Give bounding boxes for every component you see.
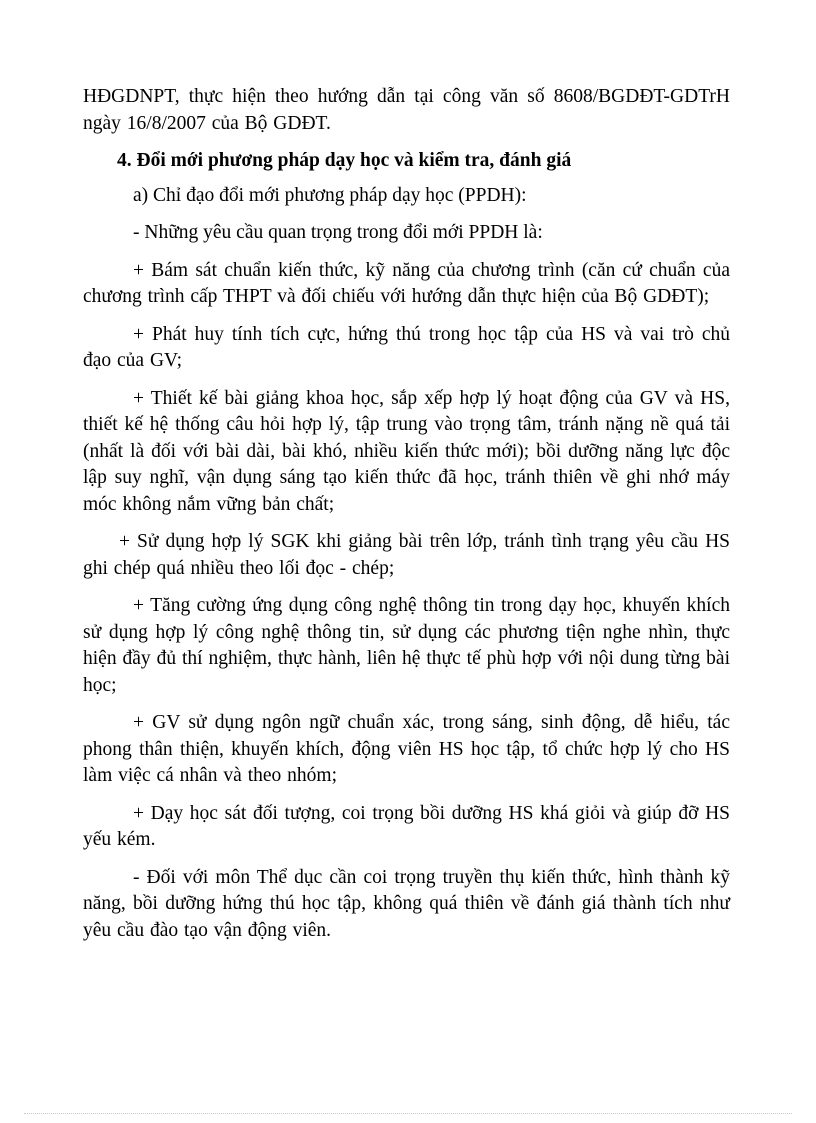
paragraph-intro: HĐGDNPT, thực hiện theo hướng dẫn tại công văn số 8608/BGDĐT-GDTrH ngày 16/8/2007 của Bộ GDĐT. xyxy=(83,86,730,134)
requirement-item: + Bám sát chuẩn kiến thức, kỹ năng của chương trình (căn cứ chuẩn của chương trình cấp THPT và đối chiếu với hướng dẫn thực hiện của Bộ GDĐT); xyxy=(83,259,730,307)
requirements-intro: - Những yêu cầu quan trọng trong đổi mới PPDH là: xyxy=(133,222,543,243)
requirement-item: + Tăng cường ứng dụng công nghệ thông tin trong dạy học, khuyến khích sử dụng hợp lý công nghệ thông tin, sử dụng các phương tiện nghe nhìn, thực hiện đầy đủ thí nghiệm, thực hành, liên hệ thực tế phù hợp với nội dung từng bài học; xyxy=(83,595,730,696)
subsection-a: a) Chỉ đạo đổi mới phương pháp dạy học (PPDH): xyxy=(133,184,527,206)
requirement-item: + Dạy học sát đối tượng, coi trọng bồi dưỡng HS khá giỏi và giúp đỡ HS yếu kém. xyxy=(83,802,730,850)
section-heading: 4. Đổi mới phương pháp dạy học và kiểm tra, đánh giá xyxy=(117,150,572,171)
page-bottom-divider xyxy=(24,1113,792,1114)
physical-education-note: - Đối với môn Thể dục cần coi trọng truyền thụ kiến thức, hình thành kỹ năng, bồi dưỡng hứng thú học tập, không quá thiên về đánh giá thành tích như yêu cầu đào tạo vận động viên. xyxy=(83,866,730,941)
document-page xyxy=(83,84,730,955)
requirement-item: + Phát huy tính tích cực, hứng thú trong học tập của HS và vai trò chủ đạo của GV; xyxy=(83,323,730,371)
requirement-item: + Thiết kế bài giảng khoa học, sắp xếp hợp lý hoạt động của GV và HS, thiết kế hệ thống câu hỏi hợp lý, tập trung vào trọng tâm, tránh nặng nề quá tải (nhất là đối với bài dài, bài khó, nhiều kiến thức mới); bồi dưỡng năng lực độc lập suy nghĩ, vận dụng sáng tạo kiến thức đã học, tránh thiên về ghi nhớ máy móc không nắm vững bản chất; xyxy=(83,387,730,515)
requirement-item: + GV sử dụng ngôn ngữ chuẩn xác, trong sáng, sinh động, dễ hiểu, tác phong thân thiện, khuyến khích, động viên HS học tập, tổ chức hợp lý cho HS làm việc cá nhân và theo nhóm; xyxy=(83,712,730,786)
requirement-item: + Sử dụng hợp lý SGK khi giảng bài trên lớp, tránh tình trạng yêu cầu HS ghi chép quá nhiều theo lối đọc - chép; xyxy=(83,531,730,579)
